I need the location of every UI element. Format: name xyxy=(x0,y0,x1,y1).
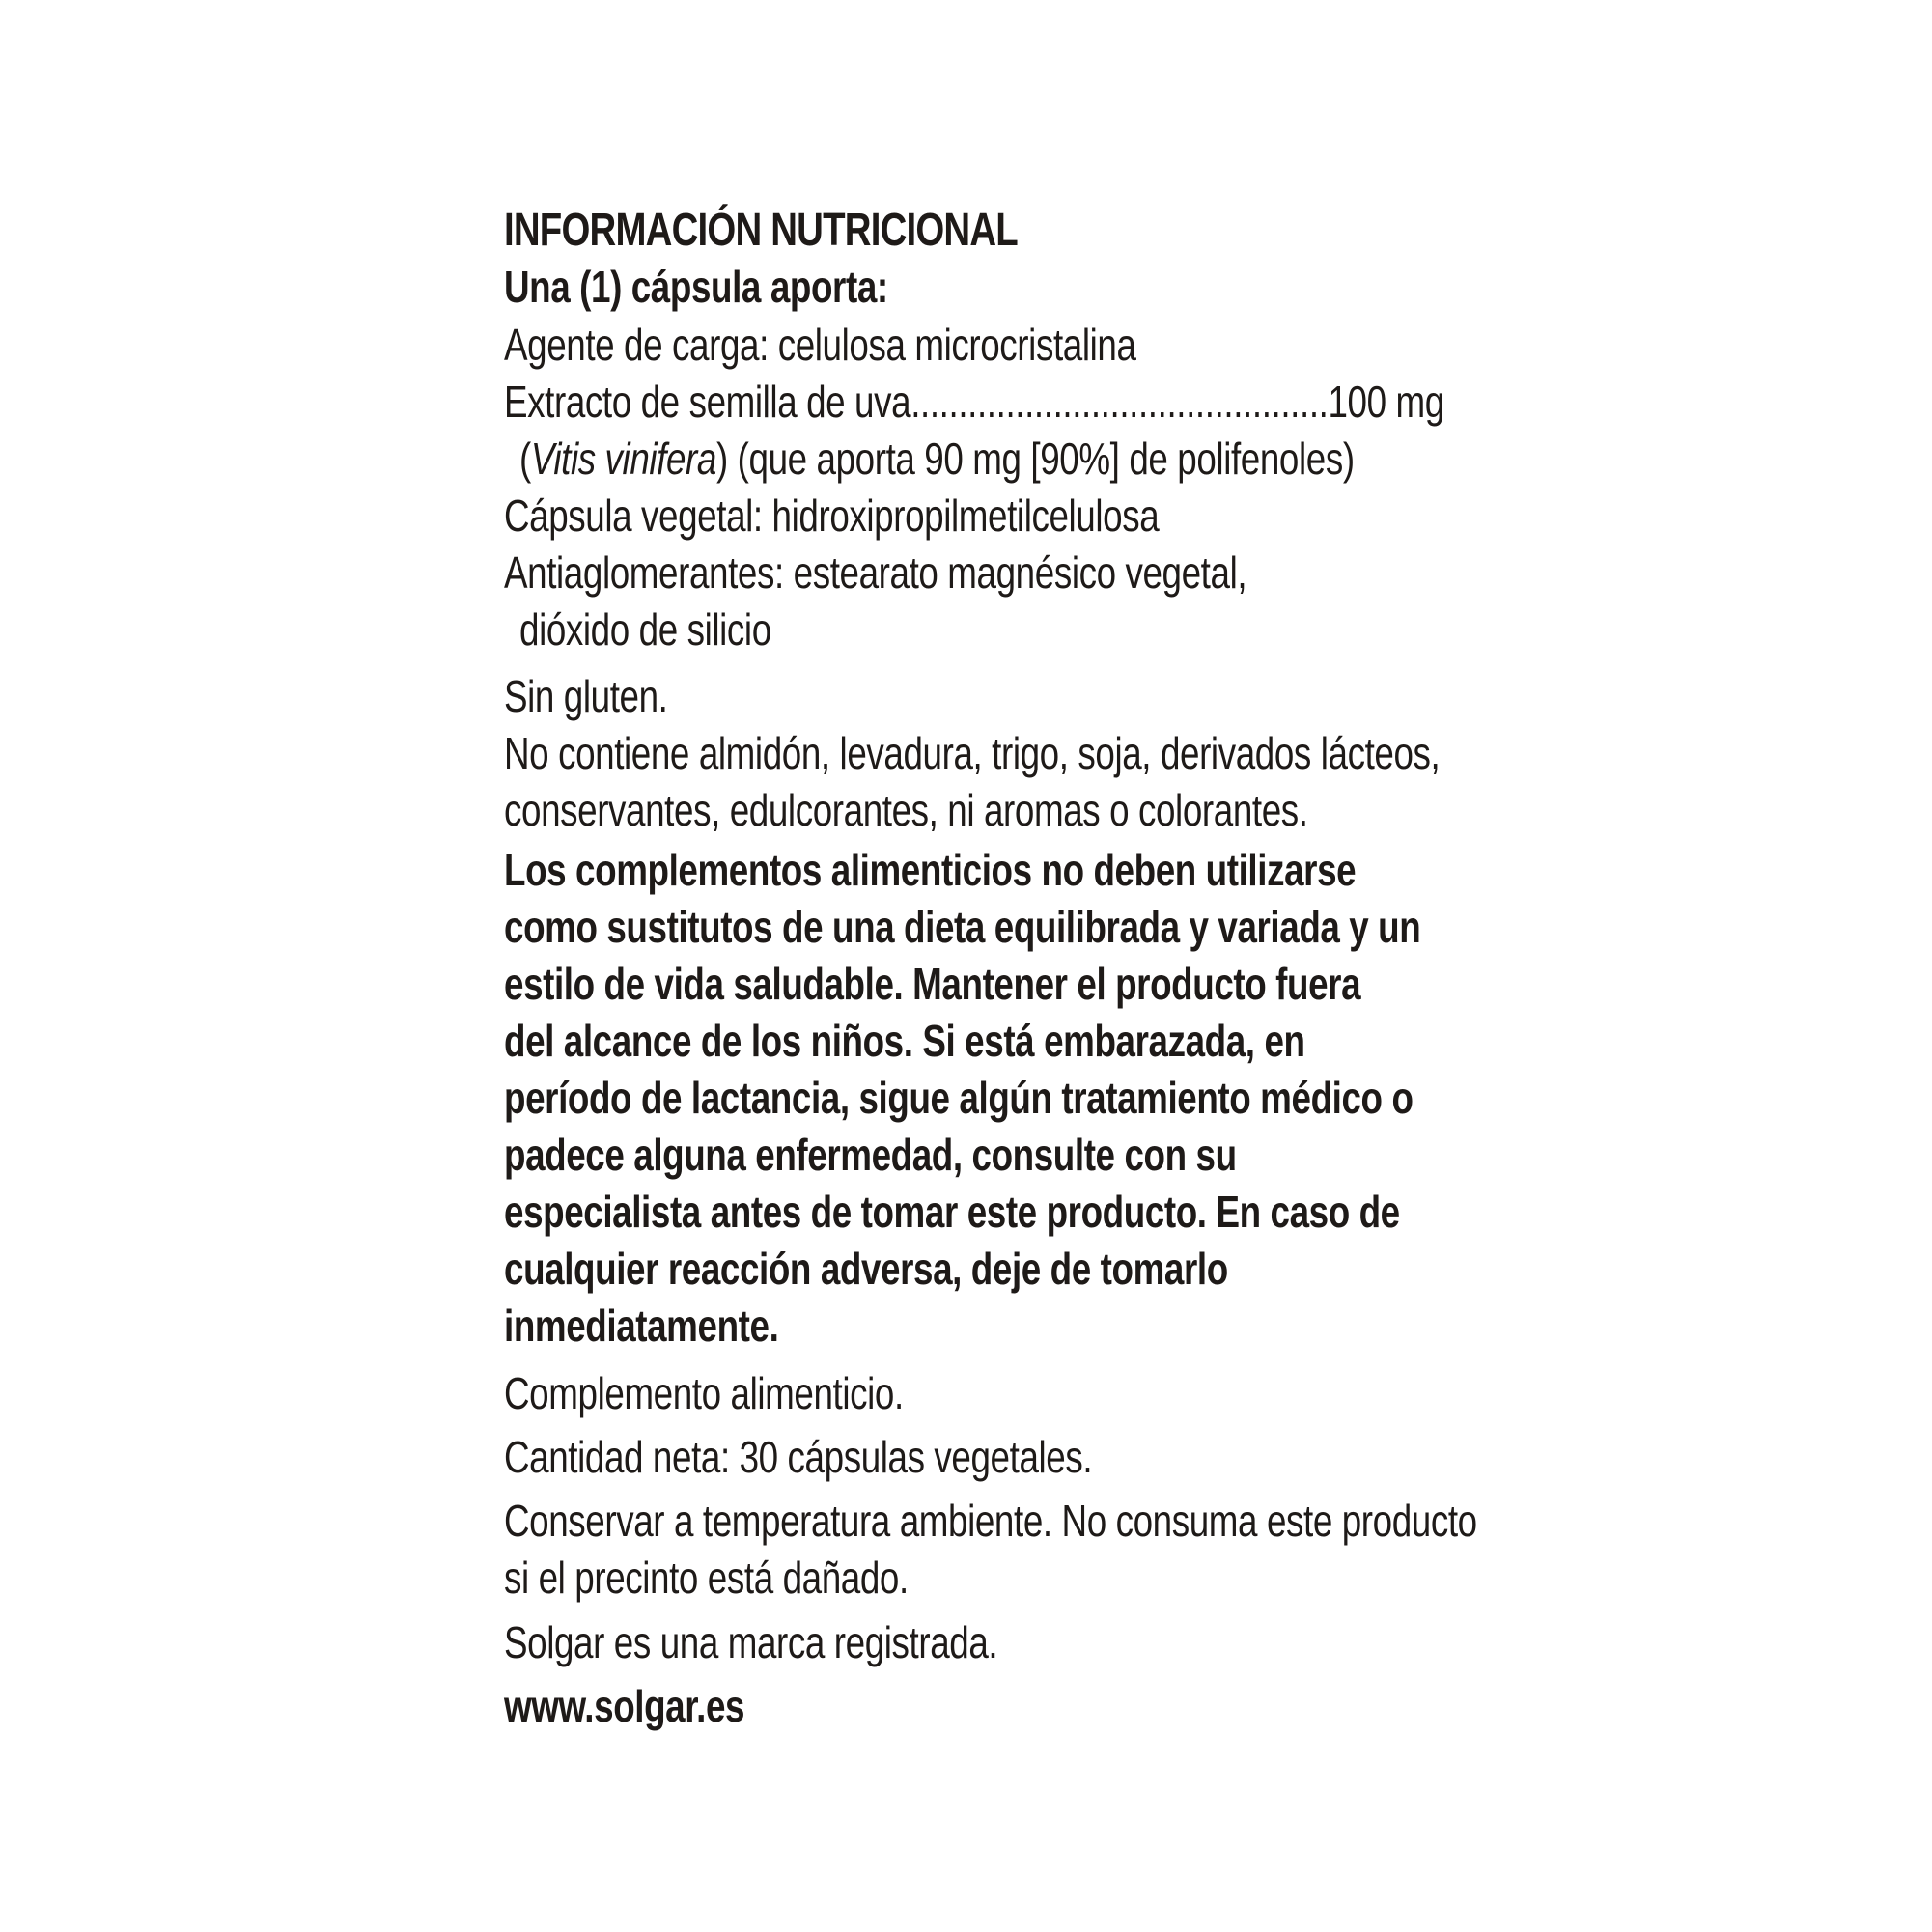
extract-detail-rest: ) (que aporta 90 mg [90%] de polifenoles) xyxy=(715,434,1355,484)
warning-line: del alcance de los niños. Si está embarazada, en xyxy=(504,1016,1305,1066)
warning-line: inmediatamente. xyxy=(504,1301,779,1351)
supplement-note: Complemento alimenticio. xyxy=(504,1368,904,1418)
warning-line: estilo de vida saludable. Mantener el producto fuera xyxy=(504,959,1361,1009)
warning-line: padece alguna enfermedad, consulte con su xyxy=(504,1130,1237,1180)
ingredient-anticaking-2: dióxido de silicio xyxy=(519,604,771,655)
label-title: INFORMACIÓN NUTRICIONAL xyxy=(504,205,1018,256)
warning-line: período de lactancia, sigue algún tratamiento médico o xyxy=(504,1073,1414,1123)
website-link[interactable]: www.solgar.es xyxy=(504,1681,745,1731)
dot-leader: ............................................ xyxy=(910,377,1329,427)
extract-amount: 100 mg xyxy=(1328,377,1444,427)
ingredient-grape-seed-extract xyxy=(504,374,1444,430)
free-from-line-1: No contiene almidón, levadura, trigo, soja, derivados lácteos, xyxy=(504,728,1441,778)
warning-line: Los complementos alimenticios no deben utilizarse xyxy=(504,845,1357,895)
extract-detail xyxy=(519,431,1355,487)
warning-line: cualquier reacción adversa, deje de tomarlo xyxy=(504,1244,1228,1294)
trademark-note: Solgar es una marca registrada. xyxy=(504,1617,998,1667)
ingredient-capsule: Cápsula vegetal: hidroxipropilmetilcelulosa xyxy=(504,490,1160,541)
extract-detail-open: ( xyxy=(519,434,531,484)
storage-line-1: Conservar a temperatura ambiente. No consuma este producto xyxy=(504,1496,1477,1546)
warning-line: como sustitutos de una dieta equilibrada y variada y un xyxy=(504,902,1421,952)
ingredient-anticaking-1: Antiaglomerantes: estearato magnésico vegetal, xyxy=(504,547,1247,598)
extract-name: Extracto de semilla de uva xyxy=(504,377,911,427)
ingredient-bulking-agent: Agente de carga: celulosa microcristalina xyxy=(504,320,1136,370)
storage-line-2: si el precinto está dañado. xyxy=(504,1553,909,1603)
gluten-free-note: Sin gluten. xyxy=(504,671,668,721)
serving-heading: Una (1) cápsula aporta: xyxy=(504,262,888,312)
warning-line: especialista antes de tomar este producto. En caso de xyxy=(504,1187,1400,1237)
net-quantity: Cantidad neta: 30 cápsulas vegetales. xyxy=(504,1432,1093,1482)
free-from-line-2: conservantes, edulcorantes, ni aromas o colorantes. xyxy=(504,785,1308,835)
latin-name: Vitis vinifera xyxy=(530,434,716,484)
